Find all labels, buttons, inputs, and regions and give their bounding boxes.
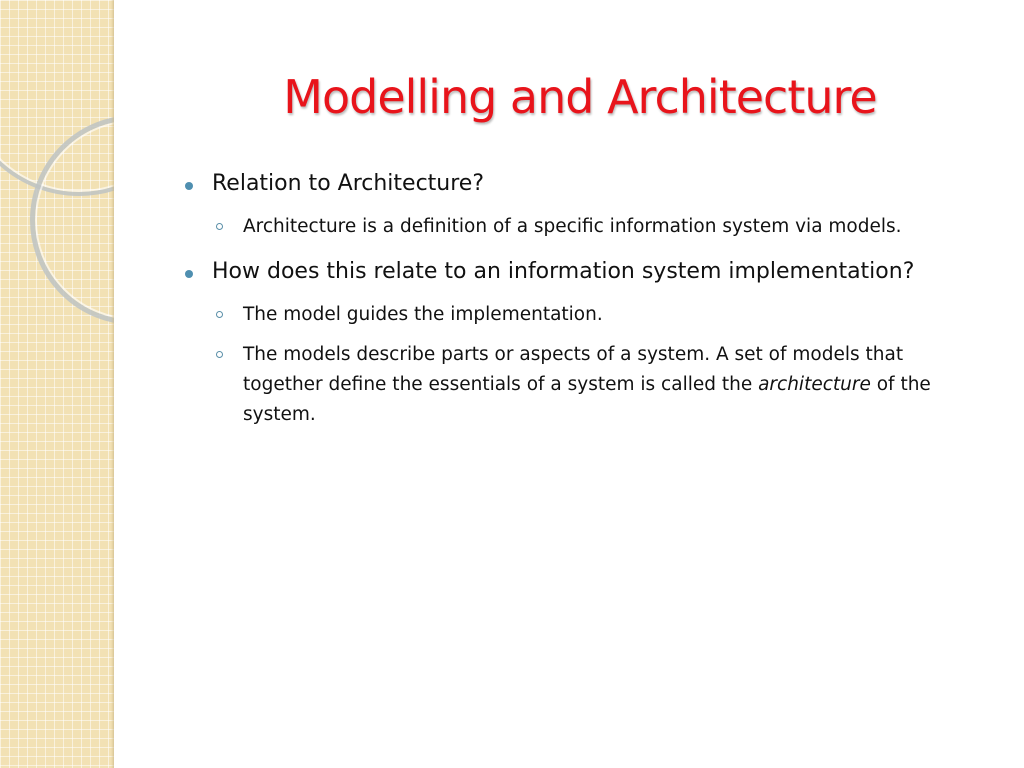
sub-bullet-text: Architecture is a definition of a specific information system via models. [243, 216, 902, 237]
bullet-item [212, 168, 972, 200]
sub-bullet-text-end: of the system. [243, 374, 931, 425]
bullet-text: Relation to Architecture? [212, 171, 485, 196]
decorative-side-band [0, 0, 114, 768]
filled-circle-bullet-icon [185, 182, 193, 190]
slide-content [212, 168, 972, 440]
hollow-circle-bullet-icon [216, 351, 223, 358]
slide-canvas [114, 0, 1024, 768]
bullet-text: How does this relate to an information system implementation? [212, 259, 915, 284]
slide-title: Modelling and Architecture [283, 70, 877, 124]
bullet-item [212, 256, 972, 288]
sub-bullet-item [243, 340, 972, 430]
sub-bullet-item [243, 212, 972, 242]
filled-circle-bullet-icon [185, 270, 193, 278]
sub-bullet-text-emphasis: architecture [758, 374, 871, 395]
hollow-circle-bullet-icon [216, 311, 223, 318]
hollow-circle-bullet-icon [216, 223, 223, 230]
sub-bullet-text-start: The models describe parts or aspects of a system. A set of models that together define the essentials of a system is called the [243, 344, 904, 395]
sub-bullet-text: The model guides the implementation. [243, 304, 603, 325]
sub-bullet-item [243, 300, 972, 330]
